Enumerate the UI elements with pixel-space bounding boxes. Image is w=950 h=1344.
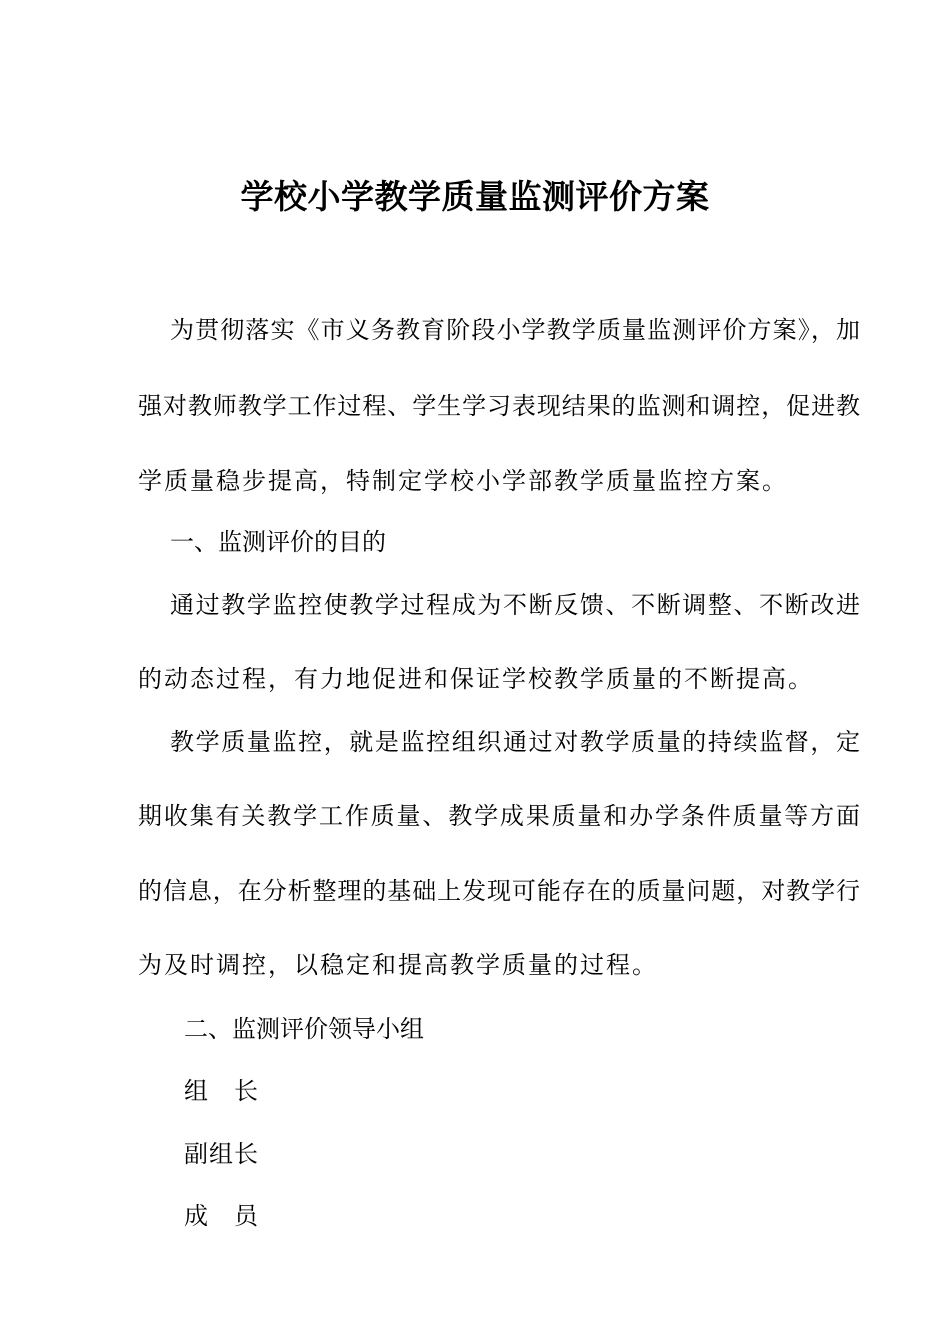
section-1-paragraph-2-line-3: 的信息，在分析整理的基础上发现可能存在的质量问题，对教学行: [138, 877, 860, 905]
document-title: 学校小学教学质量监测评价方案: [240, 177, 710, 216]
section-1-paragraph-2-line-2: 期收集有关教学工作质量、教学成果质量和办学条件质量等方面: [138, 802, 860, 830]
role-label-deputy-leader: 副组长: [184, 1140, 259, 1168]
section-1-paragraph-2-line-4: 为及时调控，以稳定和提高教学质量的过程。: [138, 951, 658, 979]
intro-line-1: 为贯彻落实《市义务教育阶段小学教学质量监测评价方案》，加: [170, 316, 860, 344]
section-1-paragraph-1-line-1: 通过教学监控使教学过程成为不断反馈、不断调整、不断改进: [170, 591, 860, 619]
section-1-paragraph-2-line-1: 教学质量监控，就是监控组织通过对教学质量的持续监督，定: [170, 728, 860, 756]
section-2-heading: 二、监测评价领导小组: [184, 1015, 424, 1043]
intro-line-3: 学质量稳步提高，特制定学校小学部教学质量监控方案。: [138, 467, 788, 495]
intro-line-2: 强对教师教学工作过程、学生学习表现结果的监测和调控，促进教: [138, 392, 860, 420]
section-1-heading: 一、监测评价的目的: [170, 528, 386, 556]
role-label-leader: 组 长: [184, 1077, 259, 1105]
role-label-members: 成 员: [184, 1202, 259, 1230]
section-1-paragraph-1-line-2: 的动态过程，有力地促进和保证学校教学质量的不断提高。: [138, 665, 814, 693]
